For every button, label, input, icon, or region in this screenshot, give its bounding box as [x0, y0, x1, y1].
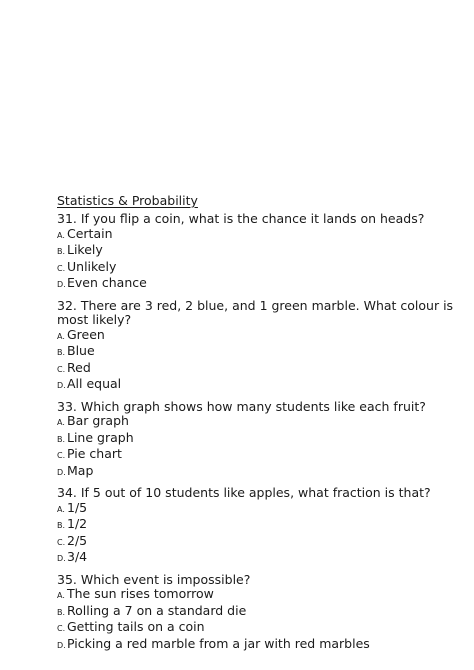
question-text: 31. If you flip a coin, what is the chance it lands on heads?	[57, 211, 425, 226]
option-letter: C.	[57, 537, 66, 547]
option-letter: D.	[57, 467, 66, 477]
option-letter: A.	[57, 418, 65, 427]
options-list	[57, 587, 457, 653]
option-d	[57, 276, 457, 293]
option-a	[57, 414, 457, 431]
option-letter: C.	[57, 263, 66, 273]
option-letter: D.	[57, 280, 66, 289]
option-letter: B.	[57, 434, 66, 444]
option-c	[57, 620, 457, 637]
option-letter: D.	[57, 381, 66, 390]
option-label: Red	[67, 359, 91, 375]
option-letter: A.	[57, 230, 65, 240]
option-letter: A.	[57, 504, 65, 514]
question-text: 34. If 5 out of 10 students like apples, what fraction is that?	[57, 485, 431, 500]
question-text: 35. Which event is impossible?	[57, 571, 251, 587]
option-letter: D.	[57, 554, 66, 563]
question-34	[57, 484, 457, 567]
option-letter: C.	[57, 624, 66, 633]
option-letter: B.	[57, 521, 66, 530]
option-letter: C.	[57, 451, 66, 460]
option-label: Certain	[67, 225, 113, 241]
option-label: 3/4	[67, 549, 88, 564]
option-c	[57, 361, 457, 378]
option-letter: D.	[57, 640, 66, 650]
option-label: Bar graph	[67, 413, 129, 428]
option-a	[57, 587, 457, 604]
option-label: Map	[67, 462, 94, 478]
option-label: Picking a red marble from a jar with red marbles	[67, 635, 370, 651]
option-d	[57, 464, 457, 481]
option-c	[57, 534, 457, 551]
option-label: All equal	[67, 376, 122, 391]
options-list	[57, 227, 457, 293]
option-label: 2/5	[67, 532, 88, 548]
options-list	[57, 501, 457, 567]
option-label: Green	[67, 326, 105, 342]
option-d	[57, 637, 457, 654]
option-a	[57, 227, 457, 244]
options-list	[57, 414, 457, 480]
option-label: Line graph	[67, 429, 134, 445]
option-d	[57, 550, 457, 567]
question-33	[57, 398, 457, 481]
option-a	[57, 328, 457, 345]
option-letter: B.	[57, 247, 66, 256]
option-a	[57, 501, 457, 518]
option-label: The sun rises tomorrow	[67, 586, 214, 601]
option-letter: C.	[57, 364, 66, 374]
question-text: 33. Which graph shows how many students like each fruit?	[57, 398, 426, 414]
question-31	[57, 210, 457, 293]
option-label: Even chance	[67, 275, 147, 290]
option-b	[57, 344, 457, 361]
option-b	[57, 431, 457, 448]
option-c	[57, 447, 457, 464]
option-label: Getting tails on a coin	[67, 619, 205, 634]
option-letter: A.	[57, 591, 65, 600]
worksheet-page	[57, 192, 457, 653]
option-letter: B.	[57, 348, 66, 357]
option-label: Pie chart	[67, 446, 122, 461]
option-b	[57, 243, 457, 260]
option-label: Unlikely	[67, 258, 117, 274]
section-title: Statistics & Probability	[57, 193, 198, 208]
option-d	[57, 377, 457, 394]
question-32	[57, 297, 457, 394]
option-c	[57, 260, 457, 277]
option-label: Blue	[67, 343, 95, 358]
options-list	[57, 328, 457, 394]
option-label: 1/2	[67, 516, 88, 531]
option-letter: B.	[57, 607, 66, 617]
question-text: 32. There are 3 red, 2 blue, and 1 green marble. What colour is most likely?	[57, 297, 454, 327]
option-label: Rolling a 7 on a standard die	[67, 602, 247, 618]
option-label: Likely	[67, 242, 103, 257]
option-letter: A.	[57, 331, 65, 341]
question-35	[57, 571, 457, 654]
option-label: 1/5	[67, 499, 88, 515]
option-b	[57, 604, 457, 621]
option-b	[57, 517, 457, 534]
